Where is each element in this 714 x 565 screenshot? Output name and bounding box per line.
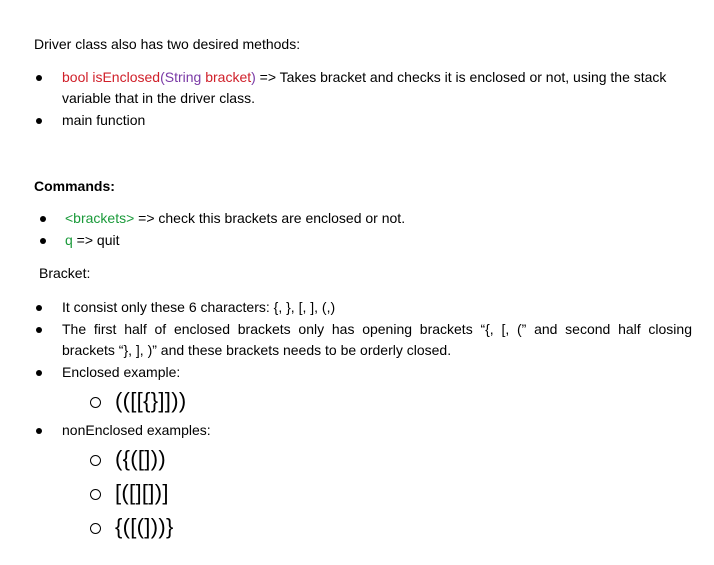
- bool-keyword: bool: [62, 69, 89, 85]
- bracket-rule-order-line1: The first half of enclosed brackets only has opening brackets “{, [, (” and second half closing: [62, 321, 692, 337]
- brackets-command: <brackets>: [65, 210, 135, 226]
- paren-open: (: [160, 69, 165, 85]
- intro-text: Driver class also has two desired methods:: [34, 36, 301, 52]
- non-enclosed-example-3: {([(]))}: [115, 514, 174, 539]
- bracket-rule-order-line2: brackets “}, ], )” and these brackets needs to be orderly closed.: [62, 342, 452, 358]
- non-enclosed-example-1: ({([])): [115, 446, 166, 471]
- bullet: [36, 370, 42, 376]
- hollow-bullet: [90, 489, 101, 500]
- quit-command: q: [65, 232, 73, 248]
- isenclosed-name: isEnclosed: [92, 69, 161, 85]
- bullet: [36, 305, 42, 311]
- command-brackets: [65, 208, 405, 229]
- non-enclosed-example-2: [([][])]: [115, 480, 169, 505]
- method-item-main: main function: [62, 112, 146, 128]
- bullet: [40, 238, 46, 244]
- bullet: [36, 118, 42, 124]
- bullet: [36, 428, 42, 434]
- method-desc-line2: variable that in the driver class.: [62, 90, 255, 106]
- paren-close: ): [251, 69, 256, 85]
- quit-command-desc: => quit: [72, 232, 120, 248]
- hollow-bullet: [90, 523, 101, 534]
- string-type: String: [164, 69, 202, 85]
- bullet: [40, 216, 46, 222]
- hollow-bullet: [90, 455, 101, 466]
- bracket-rule-characters: It consist only these 6 characters: {, }, [, ], (,): [62, 299, 336, 315]
- method-desc-line1: => Takes bracket and checks it is enclosed or not, using the stack: [255, 69, 667, 85]
- method-item-isenclosed: [62, 67, 666, 88]
- bracket-param: bracket: [205, 69, 252, 85]
- brackets-command-desc: => check this brackets are enclosed or not.: [134, 210, 406, 226]
- hollow-bullet: [90, 397, 101, 408]
- command-quit: [65, 230, 120, 251]
- bullet: [36, 327, 42, 333]
- enclosed-example: (([[{}]])): [115, 388, 187, 413]
- non-enclosed-label: nonEnclosed examples:: [62, 422, 211, 438]
- bracket-heading: Bracket:: [39, 265, 91, 281]
- enclosed-example-label: Enclosed example:: [62, 364, 181, 380]
- commands-heading: Commands:: [34, 178, 115, 194]
- bullet: [36, 75, 42, 81]
